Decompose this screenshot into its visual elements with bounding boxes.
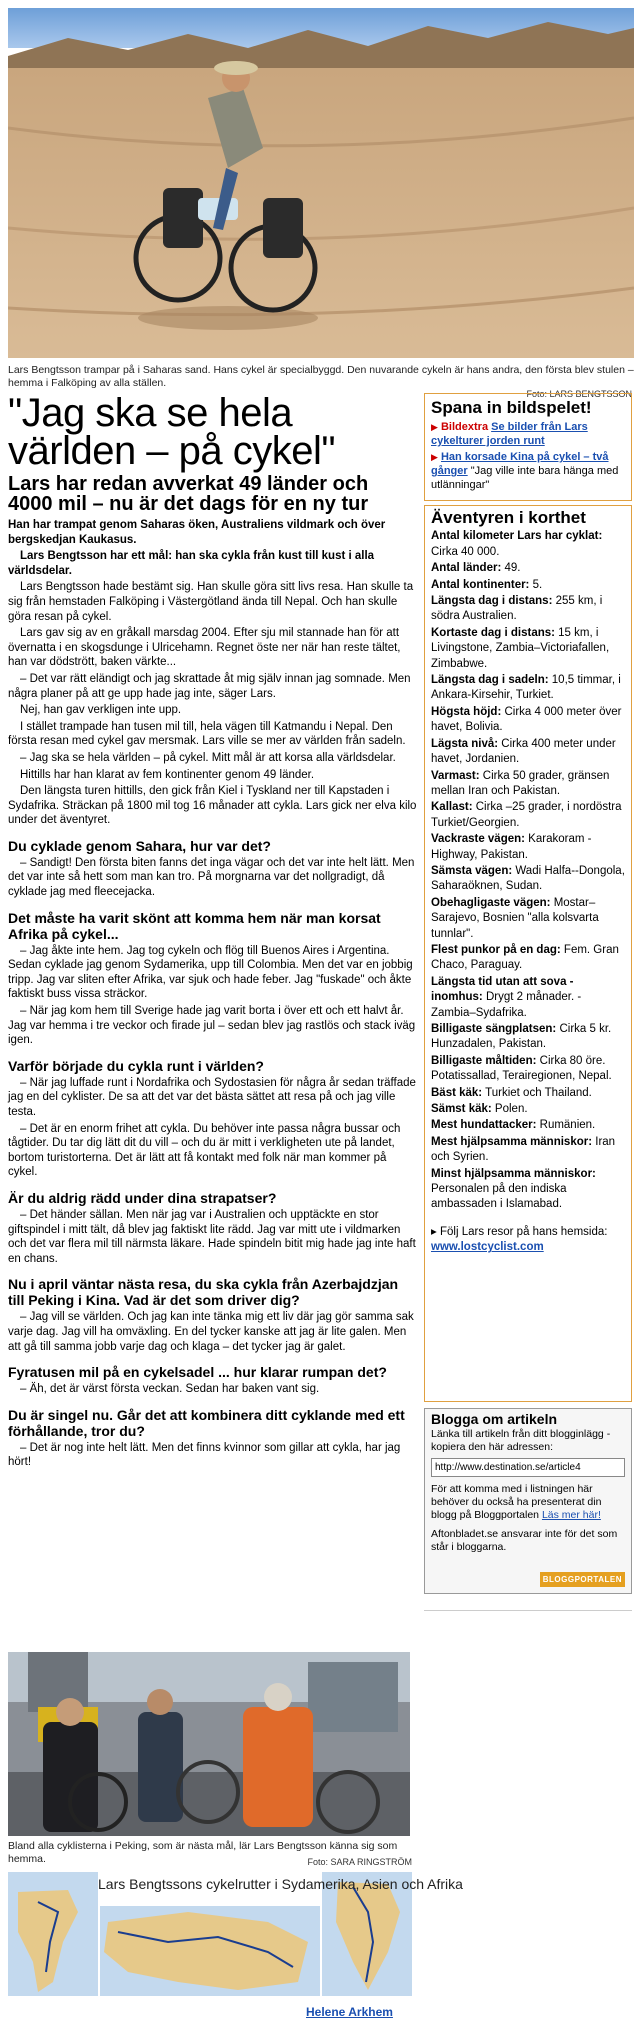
fact-value: 15 km, i Livingstone, Zambia–Victoriafallen, Zimbabwe. (431, 626, 610, 670)
article-paragraph: Nej, han gav verkligen inte upp. (20, 704, 182, 717)
fact-label: Bäst käk: (431, 1086, 483, 1099)
fact-value: Cirka 50 grader, gränsen mellan Iran och Pakistan. (431, 769, 610, 797)
fact-row (431, 594, 625, 625)
article-paragraph: I stället trampade han tusen mil till, hela vägen till Katmandu i Nepal. Den första resan med cykel gav mersmak. Lars ville se mer av världen från sadeln. (8, 720, 406, 748)
fact-value: Cirka 400 meter under havet, Jordanien. (431, 737, 616, 766)
fact-label: Längsta dag i distans: (431, 595, 553, 608)
interview-answer: – Jag åkte inte hem. Jag tog cykeln och flög till Buenos Aires i Argentina. Sedan cyklade jag genom Sydamerika, upp till Colombia. Men det var en jobbig tripp. Jag var sliten efter Afrika, var sjuk och hade feber. Jag "fuskade" och åkte faktiskt buss vissa sträckor. (8, 944, 413, 1001)
fact-row (431, 705, 625, 736)
fact-row (431, 896, 625, 942)
blog-url-field[interactable]: http://www.destination.se/article4 (431, 1458, 625, 1477)
arrow-right-icon: ▶ (431, 422, 438, 432)
article-body (8, 518, 418, 1472)
fact-row (431, 1135, 625, 1166)
fact-label: Kortaste dag i distans: (431, 626, 555, 639)
fact-value: Drygt 2 månader. - Zambia–Sydafrika. (431, 991, 582, 1019)
fact-row (431, 529, 625, 560)
interview-question: Fyratusen mil på en cykelsadel ... hur klarar rumpan det? (8, 1364, 387, 1381)
fact-row (431, 626, 625, 672)
interview-answer: – Det händer sällan. Men när jag var i Australien och upptäckte en stor giftspindel i mitt tält, då blev jag faktiskt lite rädd. Jag var mitt ute i vildmarken och det var flera mil till närmsta läkare. Hade spindeln bitit mig hade jag inte haft en chans. (8, 1208, 416, 1265)
fact-value: Cirka 4 000 meter över havet, Bolivia. (431, 705, 622, 734)
interview-question: Är du aldrig rädd under dina strapatser? (8, 1189, 277, 1206)
facts-title: Äventyren i korthet (431, 508, 586, 527)
peking-photo (8, 1652, 410, 1836)
fact-label: Längsta tid utan att sova - inomhus: (431, 975, 574, 1004)
blog-info: För att komma med i listningen här behöver du också ha presenterat din blogg på Bloggportalen (431, 1483, 602, 1521)
fact-row (431, 943, 625, 974)
article-paragraph: – Jag ska se hela världen – på cykel. Mitt mål är att korsa alla världsdelar. (20, 751, 396, 764)
headline: "Jag ska se hela världen – på cykel" (8, 391, 336, 473)
fact-row (431, 1118, 625, 1133)
slideshow-item (431, 420, 625, 448)
fact-label: Sämst käk: (431, 1103, 492, 1116)
fact-row (431, 975, 625, 1021)
fact-row (431, 800, 625, 831)
fact-label: Sämsta vägen: (431, 864, 513, 877)
interview-answer: – Det är en enorm frihet att cykla. Du behöver inte passa några bussar och tågtider. Du tar dig lätt dit du vill – och du är mitt i verkligheten ute på landet, bortom turistorterna. Det är lätt att få kontakt med folk när man kommer på cykel. (8, 1122, 401, 1179)
fact-label: Flest punkor på en dag: (431, 943, 561, 956)
fact-label: Lägsta nivå: (431, 737, 499, 750)
fact-label: Minst hjälpsamma människor: (431, 1167, 596, 1180)
arrow-right-icon: ▶ (431, 452, 438, 462)
hero-caption: Lars Bengtsson trampar på i Saharas sand. Hans cykel är specialbyggd. Den nuvarande cykeln är hans andra, den första blev stulen – hemma i Falköping av alla ställen. (8, 364, 634, 389)
fact-value: Rumänien. (536, 1119, 596, 1132)
slideshow-title: Spana in bildspelet! (431, 398, 592, 417)
article-paragraph: Den längsta turen hittills, den gick från Kiel i Tyskland ner till Kapstaden i Sydafrika. Sträckan på 1800 mil tog 16 månader att cykla. Lars gick ner elva kilo under det äventyret. (8, 785, 417, 827)
fact-row (431, 737, 625, 768)
interview-question: Nu i april väntar nästa resa, du ska cykla från Azerbajdzjan till Peking i Kina. Vad är det som driver dig? (8, 1276, 399, 1309)
fact-value: Iran och Syrien. (431, 1135, 616, 1164)
slideshow-item (431, 450, 625, 492)
interview-question: Du cyklade genom Sahara, hur var det? (8, 837, 271, 854)
interview-answer: – När jag kom hem till Sverige hade jag varit borta i över ett och ett halvt år. Jag var hemma i tre veckor och firade jul – sedan blev jag rastlös och stack iväg igen. (8, 1005, 416, 1047)
fact-row (431, 1102, 625, 1117)
subheadline: Lars har redan avverkat 49 länder och 4000 mil – nu är det dags för en ny tur (8, 473, 369, 515)
fact-row (431, 769, 625, 800)
fact-row (431, 561, 625, 576)
fact-value: 5. (529, 578, 543, 591)
fact-row (431, 1167, 625, 1213)
interview-question: Varför började du cykla runt i världen? (8, 1057, 264, 1074)
article-paragraph: Lars gav sig av en gråkall marsdag 2004. Efter sju mil stannade han för att övernatta i en skogsdunge i Ulricehamn. Regnet öste ner när han reste tältet, han var dödstrött, baken värkte... (8, 627, 401, 669)
fact-label: Antal kilometer Lars har cyklat: (431, 530, 603, 543)
fact-row (431, 1086, 625, 1101)
fact-label: Billigaste sängplatsen: (431, 1023, 557, 1035)
interview-answer: – När jag luffade runt i Nordafrika och Sydostasien för några år sedan träffade jag en del cyklister. De sa att det var det bästa sättet att resa på och jag ville testa. (8, 1076, 416, 1118)
fact-label: Billigaste måltiden: (431, 1054, 537, 1067)
slideshow-quote: "Jag ville inte bara hänga med utlänningar" (431, 465, 619, 491)
hero-photo (8, 8, 634, 358)
fact-value: Karakoram - Highway, Pakistan. (431, 833, 592, 861)
fact-label: Vackraste vägen: (431, 833, 525, 846)
interview-answer: – Det är nog inte helt lätt. Men det finns kvinnor som gillar att cykla, har jag hört! (8, 1441, 401, 1469)
homepage-link[interactable]: www.lostcyclist.com (431, 1241, 544, 1254)
peking-credit: Foto: SARA RINGSTRÖM (307, 1857, 412, 1867)
fact-label: Antal länder: (431, 562, 502, 575)
fact-value: Wadi Halfa--Dongola, Saharaöknen, Sudan. (431, 864, 625, 893)
fact-value: Cirka 40 000. (431, 545, 500, 558)
article-paragraph: Hittills har han klarat av fem kontinenter genom 49 länder. (20, 768, 315, 781)
fact-value: Mostar–Sarajevo, Bosnien "alla kolsvarta tunnlar". (431, 896, 599, 940)
fact-row (431, 673, 625, 704)
article-paragraph: – Det var rätt eländigt och jag skrattade åt mig själv innan jag somnade. Men några planer på att ge upp hade jag inte, säger Lars. (8, 672, 411, 700)
fact-value: 255 km, i södra Australien. (431, 595, 603, 623)
slideshow-box (424, 393, 632, 501)
read-more-link[interactable]: Läs mer här! (541, 1509, 601, 1521)
interview-answer: – Sandigt! Den första biten fanns det inga vägar och det var inte helt lätt. Men det var inte så hett som man kan tro. På morgnarna var det nollgradigt, då cyklade jag med fleecejacka. (8, 856, 415, 899)
hero-credit: Foto: LARS BENGTSSON (526, 389, 632, 399)
fact-label: Längsta dag i sadeln: (431, 674, 549, 687)
fact-row (431, 1022, 625, 1053)
article-paragraph: Lars Bengtsson hade bestämt sig. Han skulle göra sitt livs resa. Han skulle ta sig från hemstaden Falköping i Västergötland ända till Nepal. Och han skulle göra resan på cykel. (8, 581, 414, 623)
fact-label: Antal kontinenter: (431, 578, 530, 591)
fact-row (431, 1054, 625, 1085)
fact-label: Kallast: (431, 801, 473, 814)
follow-text (431, 1225, 625, 1256)
bloggportalen-logo[interactable]: BLOGGPORTALEN (540, 1572, 625, 1587)
blog-title: Blogga om artikeln (431, 1411, 558, 1427)
interview-answer: – Äh, det är värst första veckan. Sedan har baken vant sig. (20, 1383, 320, 1396)
blog-intro: Länka till artikeln från ditt blogginlägg - kopiera den här adressen: (431, 1428, 611, 1453)
map-title: Lars Bengtssons cykelrutter i Sydamerika, Asien och Afrika (98, 1876, 463, 1892)
fact-row (431, 578, 625, 593)
fact-value: 10,5 timmar, i Ankara-Kirsehir, Turkiet. (431, 674, 621, 702)
sidebar-divider (424, 1610, 632, 1611)
interview-question: Du är singel nu. Går det att kombinera ditt cyklande med ett förhållande, tror du? (8, 1406, 405, 1439)
slideshow-link-china[interactable]: Han korsade Kina på cykel – två gånger (431, 451, 609, 477)
bildextra-label: Bildextra (440, 421, 489, 433)
blog-disclaimer: Aftonbladet.se ansvarar inte för det som står i bloggarna. (431, 1528, 618, 1553)
blog-text (431, 1483, 625, 1522)
arrow-right-icon: ▸ (431, 1225, 437, 1238)
fact-label: Obehagligaste vägen: (431, 896, 551, 909)
fact-value: Cirka 80 öre. Potatissallad, Terairegionen, Nepal. (431, 1054, 612, 1083)
fact-value: Cirka –25 grader, i nordöstra Turkiet/Georgien. (431, 801, 622, 829)
interview-answer: – Jag vill se världen. Och jag kan inte tänka mig ett liv där jag gör samma sak varje dag. Jag vill ha omväxling. En del tycker kanske att jag är lite galen. Men att gå till samma jobb varje dag och klaga – det tycker jag är galet. (8, 1311, 414, 1353)
peking-caption: Bland alla cyklisterna i Peking, som är nästa mål, lär Lars Bengtsson känna sig som hemma. (8, 1840, 398, 1865)
article-lead-2: Lars Bengtsson har ett mål: han ska cykla från kust till kust i alla världsdelar. (8, 550, 375, 577)
facts-list (431, 529, 625, 1212)
fact-label: Högsta höjd: (431, 705, 502, 718)
fact-value: Turkiet och Thailand. (482, 1086, 592, 1099)
fact-row (431, 864, 625, 895)
author-link[interactable]: Helene Arkhem (306, 2005, 393, 2019)
fact-value: 49. (501, 562, 521, 575)
facts-box (424, 505, 632, 1402)
article-lead: Han har trampat genom Saharas öken, Australiens vildmark och över bergskedjan Kaukasus. (8, 519, 386, 546)
fact-label: Varmast: (431, 769, 480, 782)
fact-value: Fem. Gran Chaco, Paraguay. (431, 943, 619, 972)
follow-label: Följ Lars resor på hans hemsida: (439, 1225, 608, 1238)
fact-value: Personalen på den indiska ambassaden i Islamabad. (431, 1183, 567, 1211)
fact-value: Cirka 5 kr. Hunzadalen, Pakistan. (431, 1023, 612, 1051)
interview-question: Det måste ha varit skönt att komma hem när man korsat Afrika på cykel... (8, 909, 381, 942)
slideshow-link-photos[interactable]: Se bilder från Lars cykelturer jorden runt (431, 421, 588, 447)
fact-row (431, 832, 625, 863)
fact-value: Polen. (491, 1103, 528, 1116)
fact-label: Mest hundattacker: (431, 1119, 537, 1132)
fact-label: Mest hjälpsamma människor: (431, 1135, 593, 1148)
blog-box (424, 1408, 632, 1594)
